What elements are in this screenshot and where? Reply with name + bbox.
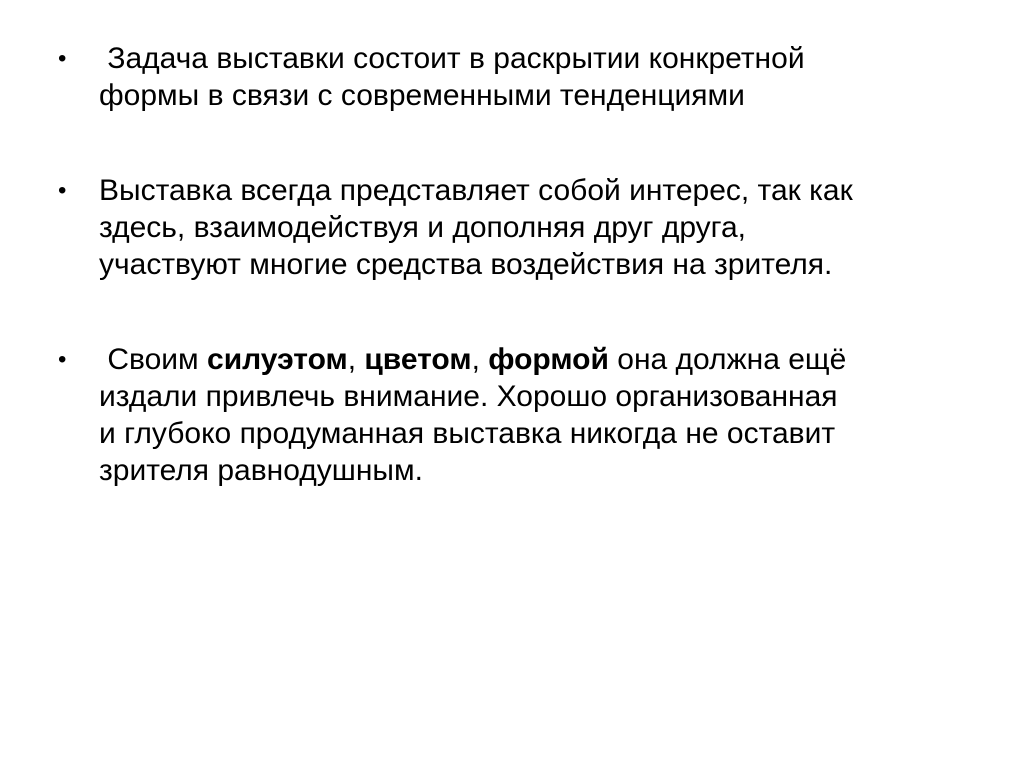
bullet-marker: • (58, 177, 67, 204)
text-line: участвуют многие средства воздействия на зрителя. (99, 248, 833, 281)
bullet-text-1 (99, 42, 805, 112)
bullet-marker: • (58, 346, 67, 373)
text-line: Выставка всегда представляет собой интерес, так как (99, 174, 853, 207)
text-fragment: , (347, 343, 365, 376)
bullet-item-1 (58, 40, 978, 114)
bold-term-form: формой (488, 343, 609, 376)
bullet-item-3 (58, 341, 978, 489)
text-line: издали привлечь внимание. Хорошо организованная (99, 380, 838, 413)
text-fragment: Своим (99, 343, 208, 376)
text-line: зрителя равнодушным. (99, 454, 423, 487)
bullet-item-2 (58, 172, 978, 283)
bullet-text-2 (99, 174, 853, 281)
text-fragment: , (471, 343, 489, 376)
text-line: Задача выставки состоит в раскрытии конкретной (99, 42, 805, 75)
text-line: формы в связи с современными тенденциями (99, 79, 745, 112)
bullet-marker: • (58, 45, 67, 72)
text-fragment: она должна ещё (608, 343, 847, 376)
bold-term-silhouette: силуэтом (207, 343, 348, 376)
text-line: здесь, взаимодействуя и дополняя друг друга, (99, 211, 746, 244)
bullet-list (58, 40, 978, 489)
bold-term-color: цветом (364, 343, 472, 376)
bullet-text-3 (99, 343, 846, 487)
text-line: и глубоко продуманная выставка никогда не оставит (99, 417, 836, 450)
